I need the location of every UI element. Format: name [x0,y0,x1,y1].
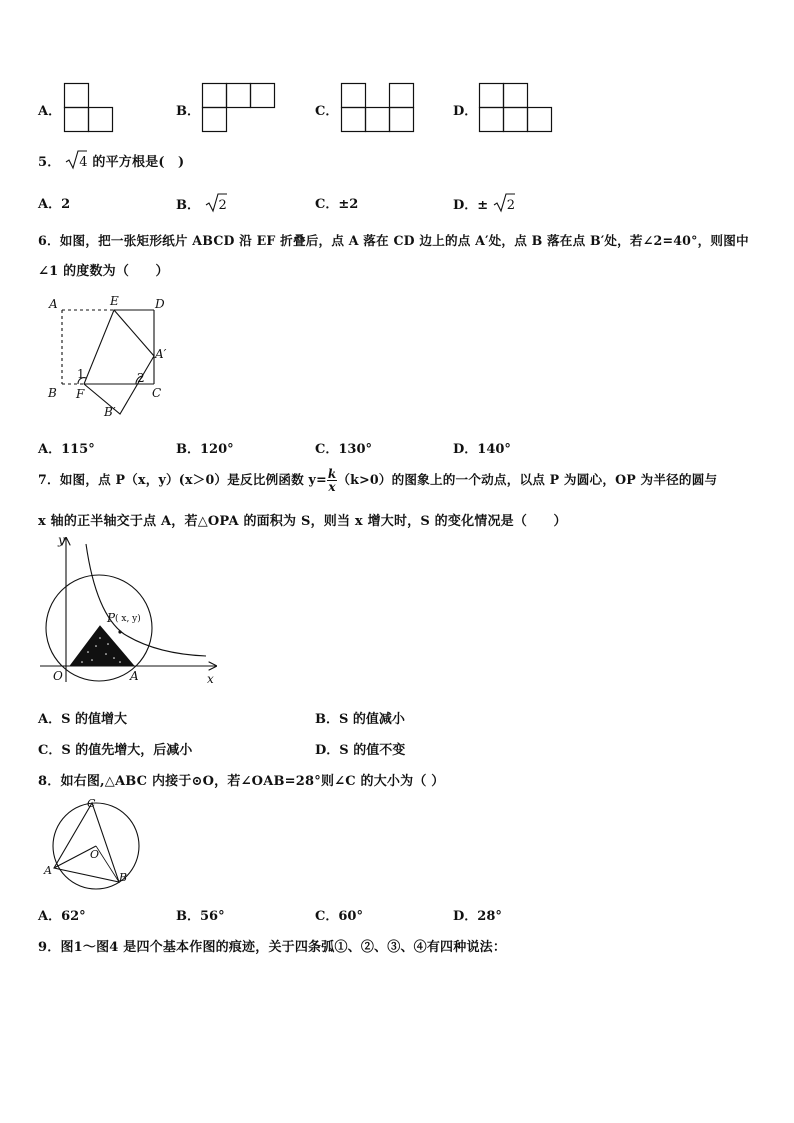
q7-option-c [38,739,192,758]
q7-option-d [315,739,405,758]
q7-stem-part2: （k>0）的图象上的一个动点，以点 P 为圆心，OP 为半径的圆与 [337,472,718,487]
q7-option-a [38,708,127,727]
q4-option-b-figure [202,83,277,133]
q8-option-d [453,905,502,924]
q6-option-b-label: B． [176,442,200,457]
q5-option-b-label: B． [176,198,200,213]
q6-label-angle-1: 1 [77,367,85,381]
q6-label-angle-2: 2 [137,371,145,385]
q8-stem: 8．如右图,△ABC 内接于⊙O，若∠OAB=28°则∠C 的大小为（ ） [38,774,445,789]
q7-hyperbola-circle-figure [36,534,226,689]
q7-option-d-value: S 的值不变 [339,743,406,758]
q8-option-a-label: A． [38,909,62,924]
q8-option-c-label: C． [315,909,339,924]
q5-option-a [38,193,70,212]
q7-stem-line2: x 轴的正半轴交于点 A，若△OPA 的面积为 S，则当 x 增大时，S 的变化情况是（ ） [38,514,567,529]
q7-label-o: O [53,669,63,683]
q7-option-c-value: S 的值先增大，后减小 [61,743,193,758]
q5-option-d-label: D． [453,198,478,213]
q7-label-x: x [207,672,214,686]
q7-label-p-coord: ( x, y) [115,614,141,624]
q7-stem-part1: 7．如图，点 P（x，y）(x＞0）是反比例函数 y= [38,472,327,487]
q5-option-c [315,193,358,212]
q6-option-d-value: 140° [477,442,511,457]
q7-frac-num: k [327,467,337,481]
q5-option-d [453,193,515,213]
q5-radicand: 4 [79,155,88,170]
q9-stem: 9．图1～图4 是四个基本作图的痕迹，关于四条弧①、②、③、④有四种说法： [38,940,507,955]
q4-option-d-label: D． [453,104,478,119]
q6-label-b-prime: B′ [104,405,116,419]
q8-option-a [38,905,86,924]
q7-label-a: A [130,669,139,683]
q8-option-c [315,905,363,924]
q6-stem-line2: ∠1 的度数为（ ） [38,264,169,279]
q6-option-c-value: 130° [338,442,372,457]
q7-option-c-label: C． [38,743,62,758]
q5-number: 5． [38,155,61,170]
q5-option-a-label: A． [38,197,62,212]
q6-label-b: B [48,386,57,400]
q5-option-b [176,193,227,213]
q6-option-b-value: 120° [200,442,234,457]
q4-option-a-figure [64,83,114,133]
q8-option-a-value: 62° [61,909,86,924]
q4-option-b-label: B． [176,104,200,119]
q6-label-e: E [110,294,119,308]
q8-label-o: O [90,848,100,861]
q7-option-b-label: B． [315,712,339,727]
q5-option-d-radicand: 2 [506,198,515,213]
radical-sign-icon [205,193,227,213]
q6-option-d [453,438,511,457]
q8-label-a: A [44,864,52,877]
q6-stem-line1: 6．如图，把一张矩形纸片 ABCD 沿 EF 折叠后，点 A 落在 CD 边上的点 A′处，点 B 落在点 B′处，若∠2=40°，则图中 [38,233,749,248]
radical-sign-icon [493,193,515,213]
q7-option-a-label: A． [38,712,62,727]
q5-text: 的平方根是( ) [92,155,185,170]
q5-option-c-label: C． [315,197,339,212]
q7-frac-den: x [328,480,336,494]
q4-option-c-figure [341,83,416,133]
q7-stem-line1 [38,468,717,493]
q6-option-b [176,438,234,457]
q7-fraction [327,468,338,493]
q7-option-b [315,708,405,727]
q4-option-d-figure [479,83,554,133]
q8-option-b [176,905,225,924]
q6-option-c [315,438,372,457]
q8-option-d-label: D． [453,909,478,924]
q6-label-c: C [152,386,162,400]
q6-option-a-label: A． [38,442,62,457]
q8-label-b: B [119,871,128,884]
q8-option-d-value: 28° [477,909,502,924]
q6-option-d-label: D． [453,442,478,457]
q5-sqrt [65,150,87,170]
q6-label-f: F [76,387,85,401]
q8-inscribed-triangle-figure [44,800,154,892]
q8-option-b-label: B． [176,909,200,924]
q6-option-c-label: C． [315,442,339,457]
q6-label-a: A [49,297,58,311]
q7-option-b-value: S 的值减小 [339,712,405,727]
q5-stem [38,150,184,170]
q5-option-b-value: 2 [218,198,227,213]
q7-label-y: y [58,533,65,547]
q7-option-d-label: D． [315,743,340,758]
q8-option-c-value: 60° [338,909,363,924]
q7-option-a-value: S 的值增大 [61,712,128,727]
q4-option-a-label: A． [38,104,62,119]
q7-shaded-triangle [70,626,134,666]
q5-option-a-value: 2 [61,197,71,212]
q6-option-a [38,438,95,457]
q8-option-b-value: 56° [200,909,225,924]
q5-option-d-sign: ± [477,198,489,213]
q8-label-c: C [87,797,96,810]
q6-option-a-value: 115° [61,442,95,457]
q6-label-a-prime: A′ [155,347,167,361]
q5-option-c-value: ±2 [338,197,359,212]
radical-sign-icon [65,150,87,170]
q6-label-d: D [155,297,165,311]
q4-option-c-label: C． [315,104,339,119]
q7-label-p: P [107,611,116,625]
